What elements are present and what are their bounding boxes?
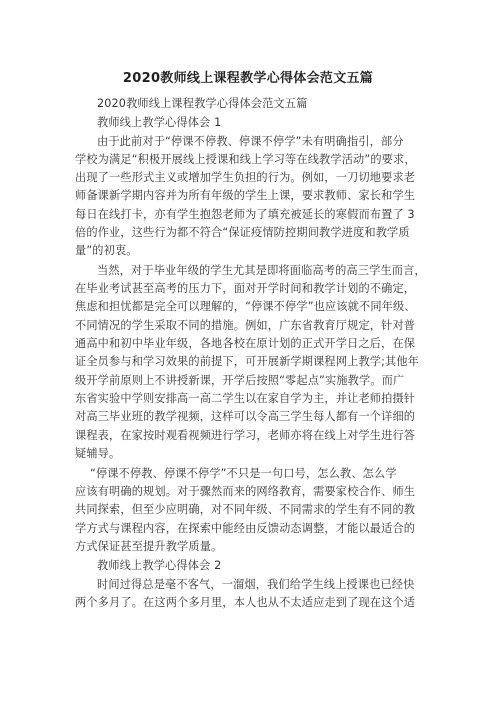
- section-heading-1: 教师线上教学心得体会 1: [97, 116, 222, 129]
- paragraph-line: 两个多月了。在这两个多月里，本人也从不太适应走到了现在这个适: [75, 596, 416, 609]
- paragraph-line: 对高三毕业班的教学视频，这样可以令高三学生每人都有一个详细的: [75, 410, 416, 423]
- subtitle-line: 2020教师线上课程教学心得体会范文五篇: [97, 97, 308, 110]
- paragraph-line: 共同探索，但至少应明确，对不同年级、不同需求的学生有不同的教: [75, 503, 416, 516]
- paragraph-line: 通高中和初中毕业年级，各地各校在原计划的正式开学日之后，在保: [75, 337, 416, 350]
- paragraph-line: 疑辅导。: [75, 447, 121, 460]
- paragraph-line: 出现了一些形式主义或增加学生负担的行为。例如，一刀切地要求老: [75, 171, 416, 184]
- document-title: 2020教师线上课程教学心得体会范文五篇: [122, 71, 374, 86]
- paragraph-line: 焦虑和担忧都是完全可以理解的，“停课不停学”也应该就不同年级、: [75, 300, 416, 313]
- paragraph-line: 证全员参与和学习效果的前提下，可开展新学期课程网上教学;其他年: [75, 355, 420, 368]
- paragraph-line: 在毕业考试甚至高考的压力下，面对开学时间和教学计划的不确定，: [75, 282, 416, 295]
- paragraph-line: 学方式与课程内容，在探索中能经由反馈动态调整，才能以最适合的: [75, 522, 416, 535]
- paragraph-line: “停课不停教、停课不停学”不只是一句口号，怎么教、怎么学: [90, 467, 397, 480]
- paragraph-line: 东省实验中学则安排高一高二学生以在家自学为主，并让老师拍摄针: [75, 392, 416, 405]
- section-heading-2: 教师线上教学心得体会 2: [97, 559, 222, 572]
- paragraph-line: 方式保证甚至提升教学质量。: [75, 540, 223, 553]
- paragraph-line: 不同情况的学生采取不同的措施。例如，广东省教育厅规定，针对普: [75, 319, 416, 332]
- paragraph-line: 应该有明确的规划。对于骤然而来的网络教育，需要家校合作、师生: [75, 485, 416, 498]
- paragraph-line: 课程表，在家按时观看视频进行学习，老师亦将在线上对学生进行答: [75, 429, 416, 442]
- paragraph-line: 时间过得总是毫不客气，一溜烟，我们给学生线上授课也已经快: [97, 578, 415, 591]
- paragraph-line: 级开学前原则上不讲授新课，开学后按照“零起点”实施教学。而广: [75, 374, 405, 387]
- paragraph-line: 由于此前对于“停课不停教、停课不停学”未有明确指引，部分: [97, 135, 404, 148]
- paragraph-line: 倍的作业，这些行为都不符合“保证疫情防控期间教学进度和教学质: [75, 226, 410, 239]
- paragraph-line: 量”的初衷。: [75, 244, 138, 257]
- paragraph-line: 师备课新学期内容并为所有年级的学生上课，要求教师、家长和学生: [75, 189, 416, 202]
- paragraph-line: 当然，对于毕业年级的学生尤其是即将面临高考的高三学生而言，: [97, 264, 426, 277]
- paragraph-line: 每日在线打卡，亦有学生抱怨老师为了填充被延长的寒假而布置了 3: [75, 208, 415, 221]
- paragraph-line: 学校为满足“积极开展线上授课和线上学习等在线教学活动”的要求，: [75, 153, 416, 166]
